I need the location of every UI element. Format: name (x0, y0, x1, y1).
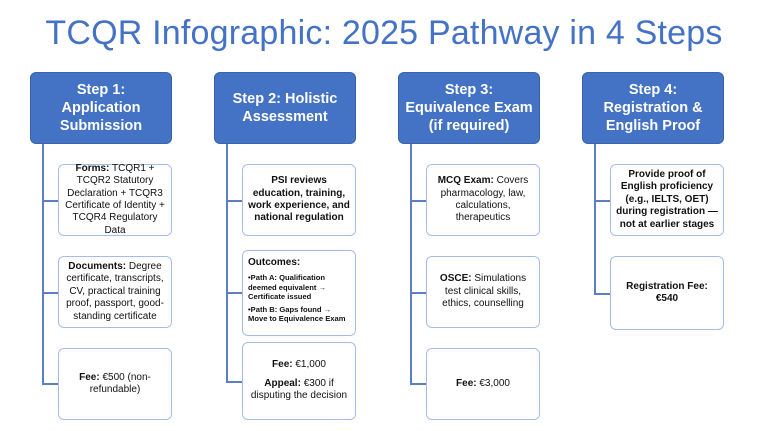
outcomes-label: Outcomes: (248, 257, 301, 268)
step-2-branch-outcomes (226, 292, 242, 294)
step-1-documents-box (58, 256, 172, 328)
step-4-header: Step 4: Registration & English Proof (582, 72, 724, 144)
documents-text: Degree certificate, transcripts, CV, practical training proof, passport, good-standing certificate (66, 260, 164, 322)
step-2-branch-review (226, 200, 242, 202)
english-text: Provide proof of English proficiency (e.g., IELTS, OET) during registration — not at earlier stages (616, 168, 718, 230)
documents-label: Documents: (68, 260, 127, 272)
step-3-branch-mcq (410, 200, 426, 202)
mcq-label: MCQ Exam: (437, 175, 494, 187)
appeal-text: €300 if disputing the decision (250, 377, 348, 402)
step-1-column (30, 72, 172, 422)
osce-label: OSCE: (439, 273, 472, 285)
step-1-connector (42, 144, 44, 384)
step-3-connector (410, 144, 412, 384)
step-4-connector (594, 144, 596, 294)
step-2-outcomes-box (242, 250, 356, 336)
fee-label: Fee: (456, 377, 477, 389)
step-4-column (582, 72, 724, 422)
registration-fee-text: Registration Fee: €540 (626, 280, 708, 304)
step-1-header: Step 1: Application Submission (30, 72, 172, 144)
path-b-text: •Path B: Gaps found → Move to Equivalence Exam (248, 305, 346, 324)
step-3-fee-box (426, 348, 540, 420)
fee-label: Fee: (272, 359, 293, 371)
step-3-header: Step 3: Equivalence Exam (if required) (398, 72, 540, 144)
fee-text: €1,000 (295, 359, 326, 371)
step-3-osce-box (426, 256, 540, 328)
page-title: TCQR Infographic: 2025 Pathway in 4 Steps (45, 14, 723, 52)
step-1-branch-documents (42, 292, 58, 294)
step-1-fee-box (58, 348, 172, 420)
fee-label: Fee: (79, 371, 100, 383)
fee-text: €500 (non-refundable) (89, 371, 151, 395)
appeal-label: Appeal: (264, 377, 301, 389)
step-2-header: Step 2: Holistic Assessment (214, 72, 356, 144)
step-4-branch-english (594, 200, 610, 202)
step-2-column (214, 72, 356, 422)
step-1-branch-forms (42, 200, 58, 202)
step-3-mcq-box (426, 164, 540, 236)
step-2-review-box (242, 164, 356, 236)
step-2-branch-fee (226, 381, 242, 383)
path-a-text: •Path A: Qualification deemed equivalent → Certificate issued (248, 273, 327, 301)
step-1-branch-fee (42, 383, 58, 385)
fee-text: €3,000 (479, 377, 510, 389)
step-2-fee-box (242, 342, 356, 420)
step-3-branch-osce (410, 292, 426, 294)
step-1-forms-box (58, 164, 172, 236)
step-4-english-box (610, 164, 724, 236)
step-4-fee-box (610, 256, 724, 330)
step-4-branch-fee (594, 293, 610, 295)
osce-text: Simulations test clinical skills, ethics, counselling (442, 273, 527, 310)
step-2-connector (226, 144, 228, 382)
step-3-column (398, 72, 540, 422)
step-3-branch-fee (410, 383, 426, 385)
forms-text: TCQR1 + TCQR2 Statutory Declaration + TCQR3 Certificate of Identity + TCQR4 Regulatory Data (65, 162, 165, 236)
mcq-text: Covers pharmacology, law, calculations, therapeutics (440, 175, 529, 224)
forms-label: Forms: (75, 162, 110, 174)
review-text: PSI reviews education, training, work experience, and national regulation (248, 175, 350, 224)
